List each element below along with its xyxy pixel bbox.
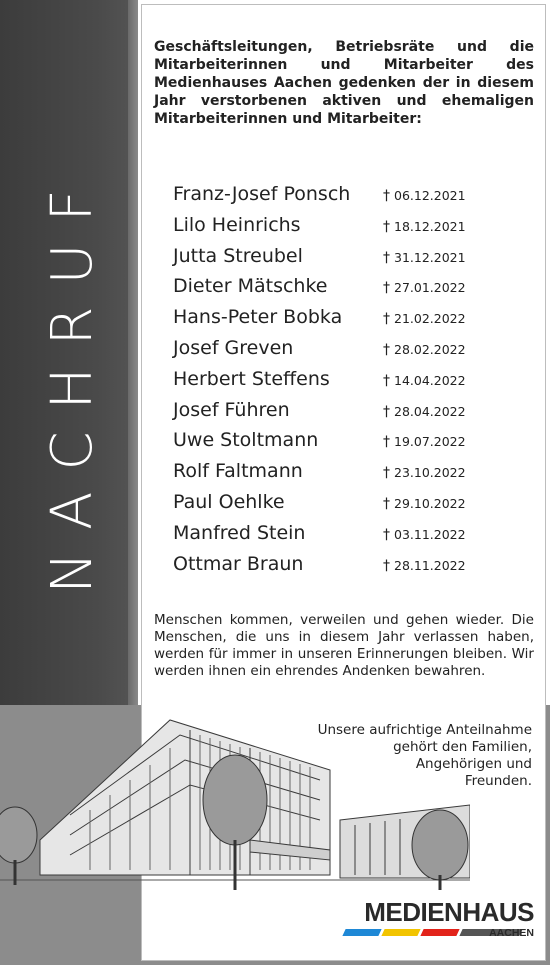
list-item bbox=[173, 275, 493, 306]
logo-sub: AACHEN bbox=[489, 927, 534, 939]
deceased-name: Jutta Streubel bbox=[173, 244, 303, 267]
deceased-name: Rolf Faltmann bbox=[173, 460, 303, 483]
list-item bbox=[173, 553, 493, 584]
death-date-value: 28.11.2022 bbox=[394, 557, 466, 573]
intro-text: Geschäftsleitungen, Betriebsräte und die Mitarbeiterinnen und Mitarbeiter des Medienhauses Aachen gedenken der in diesem Jahr verstorbenen aktiven und ehemaligen Mitarbeiterinnen und Mitarbeiter: bbox=[154, 39, 534, 127]
death-date-value: 28.04.2022 bbox=[394, 403, 466, 419]
deceased-name: Hans-Peter Bobka bbox=[173, 306, 343, 329]
deceased-name: Lilo Heinrichs bbox=[173, 213, 301, 236]
list-item bbox=[173, 429, 493, 460]
cross-icon: † bbox=[383, 465, 390, 482]
list-item bbox=[173, 399, 493, 430]
death-date bbox=[383, 342, 466, 358]
list-item bbox=[173, 183, 493, 214]
deceased-name: Franz-Josef Ponsch bbox=[173, 183, 351, 205]
death-date-value: 18.12.2021 bbox=[394, 218, 466, 234]
death-date bbox=[383, 527, 466, 543]
deceased-name: Manfred Stein bbox=[173, 521, 306, 544]
deceased-name: Paul Oehlke bbox=[173, 490, 285, 513]
deceased-name: Herbert Steffens bbox=[173, 367, 330, 390]
list-item bbox=[173, 522, 493, 553]
logo-bar bbox=[381, 929, 420, 936]
cross-icon: † bbox=[383, 341, 390, 358]
death-date bbox=[383, 465, 466, 481]
cross-icon: † bbox=[383, 249, 390, 266]
logo-bar bbox=[342, 929, 381, 936]
cross-icon: † bbox=[383, 218, 390, 235]
deceased-list bbox=[173, 183, 493, 583]
cross-icon: † bbox=[383, 526, 390, 543]
death-date bbox=[383, 250, 466, 266]
list-item bbox=[173, 214, 493, 245]
nachruf-title-container bbox=[39, 150, 105, 610]
deceased-name: Josef Greven bbox=[173, 336, 294, 359]
cross-icon: † bbox=[383, 495, 390, 512]
death-date-value: 23.10.2022 bbox=[394, 465, 466, 481]
death-date bbox=[383, 404, 466, 420]
death-date-value: 29.10.2022 bbox=[394, 495, 466, 511]
deceased-name: Josef Führen bbox=[173, 398, 290, 421]
death-date-value: 19.07.2022 bbox=[394, 434, 466, 450]
cross-icon: † bbox=[383, 372, 390, 389]
death-date bbox=[383, 434, 466, 450]
death-date-value: 06.12.2021 bbox=[394, 188, 466, 203]
condolence-line: gehört den Familien, bbox=[393, 739, 532, 755]
medienhaus-logo bbox=[342, 898, 534, 944]
deceased-name: Uwe Stoltmann bbox=[173, 429, 319, 452]
death-date bbox=[383, 558, 466, 574]
cross-icon: † bbox=[383, 403, 390, 420]
death-date-value: 28.02.2022 bbox=[394, 341, 466, 357]
cross-icon: † bbox=[383, 311, 390, 328]
condolence-line: Unsere aufrichtige Anteilnahme bbox=[317, 722, 532, 738]
list-item bbox=[173, 245, 493, 276]
list-item bbox=[173, 460, 493, 491]
condolence-line: Angehörigen und bbox=[415, 756, 532, 772]
nachruf-title: NACHRUF bbox=[39, 166, 105, 594]
condolence-line: Freunden. bbox=[464, 773, 532, 789]
list-item bbox=[173, 368, 493, 399]
death-date bbox=[383, 188, 466, 204]
cross-icon: † bbox=[383, 280, 390, 297]
logo-bar bbox=[420, 929, 459, 936]
list-item bbox=[173, 306, 493, 337]
cross-icon: † bbox=[383, 557, 390, 574]
death-date bbox=[383, 280, 466, 296]
logo-name: MEDIENHAUS bbox=[364, 897, 534, 927]
death-date-value: 31.12.2021 bbox=[394, 249, 466, 265]
list-item bbox=[173, 337, 493, 368]
sidebar-edge bbox=[128, 0, 138, 705]
death-date-value: 14.04.2022 bbox=[394, 372, 466, 388]
list-item bbox=[173, 491, 493, 522]
death-date-value: 03.11.2022 bbox=[394, 526, 466, 542]
death-date-value: 27.01.2022 bbox=[394, 280, 466, 296]
closing-text: Menschen kommen, verweilen und gehen wieder. Die Menschen, die uns in diesem Jahr verlassen haben, werden für immer in unseren Erinnerungen bleiben. Wir werden ihnen ein ehrendes Andenken bewahren. bbox=[154, 612, 534, 679]
death-date bbox=[383, 373, 466, 389]
cross-icon: † bbox=[383, 188, 390, 204]
death-date-value: 21.02.2022 bbox=[394, 311, 466, 327]
condolence-text bbox=[272, 722, 532, 790]
deceased-name: Ottmar Braun bbox=[173, 552, 304, 575]
cross-icon: † bbox=[383, 434, 390, 451]
deceased-name: Dieter Mätschke bbox=[173, 275, 328, 298]
death-date bbox=[383, 496, 466, 512]
death-date bbox=[383, 311, 466, 327]
death-date bbox=[383, 219, 466, 235]
